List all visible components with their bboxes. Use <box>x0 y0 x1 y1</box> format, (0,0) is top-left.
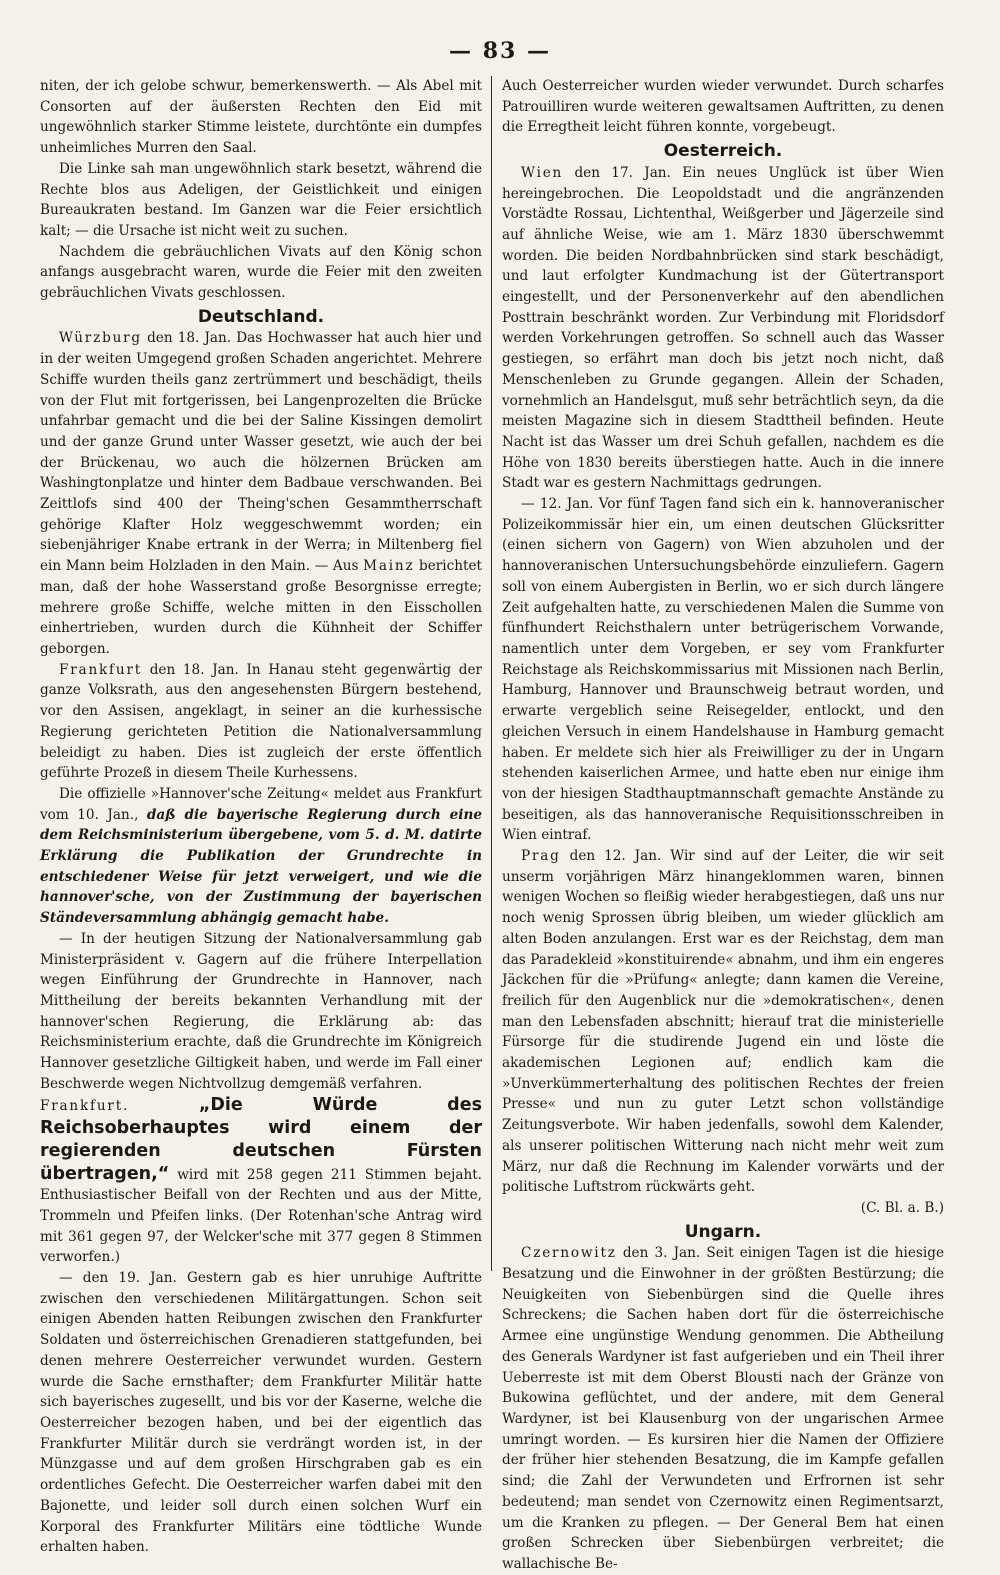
dateline-place: Prag <box>521 848 561 865</box>
dateline-place: Czernowitz <box>521 1245 617 1262</box>
article-frankfurt-hanau <box>40 660 482 784</box>
article-text: Die offizielle »Hannover'sche Zeitung« meldet aus Frankfurt vom 10. Jan., <box>40 785 482 823</box>
emphasized-text: daß die bayerische Regierung durch eine dem Reichsministerium übergebene, vom 5. d. M. datirte Erklärung die Publikation der Grundrechte in entschiedener Weise für jetzt verweigert, und wie die hannover'sche, von der Zustimmung der bayerischen Ständeversammlung abhängig gemacht habe. <box>40 806 482 927</box>
article-text: den 3. Jan. Seit einigen Tagen ist die hiesige Besatzung und die Einwohner in der größten Bestürzung; die Neuigkeiten von Siebenbürgen sind die Quelle ihres Schreckens; die Sachen haben dort für die österreichische Armee eine ungünstige Wendung genommen. Die Abtheilung des Generals Wardyner ist fast aufgerieben und ein Theil ihrer Ueberreste ist mit dem Oberst Blousti nach der Gränze von Bukowina geflüchtet, und der andere, mit dem General Wardyner, ist bei Klausenburg von der ungarischen Armee umringt worden. — Es kursiren hier die Namen der Offiziere der früher hier stehenden Besatzung, die im Kampfe gefallen sind; die Zahl der Verwundeten und Erfrornen ist sehr bedeutend; man sendet von Czernowitz einen Regimentsarzt, um die Kranken zu pflegen. — Der General Bem hat einen großen Schrecken über Siebenbürgen verbreitet; die wallachische Be- <box>502 1245 944 1572</box>
column-divider <box>491 76 492 1271</box>
emphasized-headline: „Die Würde des Reichsoberhauptes wird einem der regierenden deutschen Fürsten übertragen,“ <box>40 1095 482 1184</box>
dateline-place: Frankfurt <box>59 661 143 678</box>
source-signature: (C. Bl. a. B.) <box>860 1199 944 1216</box>
paragraph: Die Linke sah man ungewöhnlich stark besetzt, während die Rechte blos aus Adeligen, der Geistlichkeit und einigen Bureaukraten bestand. Im Ganzen war die Feier ersichtlich kalt; — die Ursache ist nicht weit zu suchen. <box>40 160 482 239</box>
article-wien <box>502 163 944 494</box>
article-prag <box>502 846 944 1198</box>
dateline-place: Wien <box>521 164 564 181</box>
article-czernowitz <box>502 1243 944 1574</box>
paragraph: Auch Oesterreicher wurden wieder verwundet. Durch scharfes Patrouilliren wurde weiteren gewaltsamen Auftritten, zu denen die Erregtheit leicht führen konnte, vorgebeugt. <box>502 78 944 136</box>
article-text: den 18. Jan. Das Hochwasser hat auch hier und in der weiten Umgegend großen Schaden angerichtet. Mehrere Schiffe wurden theils ganz zertrümmert und beschädigt, theils von der Flut mit fortgerissen, bei Langenprozelten die Brücke unfahrbar gemacht und die bei der Saline Kissingen demolirt und der ganze Grund unter Wasser gesetzt, wie auch der bei der Brückenau, wo auch die hölzernen Brücken am Washingtonplatze und hinter dem Badbaue verschwanden. Bei Zeittlofs sind 400 der Theing'schen Gesammtherrschaft gehörige Klafter Holz weggeschwemmt worden; ein siebenjähriger Knabe ertrank in der Werra; in Miltenberg fiel ein Mann beim Holzladen in den Main. — Aus <box>40 330 482 575</box>
right-column <box>502 76 944 1572</box>
article-text: den 17. Jan. Ein neues Unglück ist über Wien hereingebrochen. Die Leopoldstadt und die angränzenden Vorstädte Rossau, Lichtenthal, Weißgerber und Jägerzeile sind auf ähnliche Weise, wie am 1. März 1830 überschwemmt worden. Die beiden Nordbahnbrücken sind stark beschädigt, und laut erfolgter Kundmachung ist der Gütertransport eingestellt, und der Personenverkehr auf den abendlichen Posttrain beschränkt worden. Zur Verbindung mit Floridsdorf werden Vorkehrungen getroffen. So schnell auch das Wasser gestiegen, so erfährt man doch bis jetzt noch nicht, daß Menschenleben zu Grunde gegangen. Allein der Schaden, vornehmlich an Handelsgut, muß sehr beträchtlich seyn, da die meisten Magazine sich in diesem Stadttheil befinden. Heute Nacht ist das Wasser um drei Schuh gefallen, nachdem es die Höhe von 1830 bereits überstiegen hatte. Auch in die innere Stadt war es gestern Nachmittags gedrungen. <box>502 164 944 492</box>
article-hannover-zeitung <box>40 784 482 929</box>
article-frankfurt-vote <box>40 1094 482 1268</box>
article-text: berichtet man, daß der hohe Wasserstand große Besorgnisse erregte; mehrere große Schiffe, welche mitten in den Eisschollen einhertrieben, wurden durch die Kühnheit der Schiffer geborgen. <box>40 558 482 657</box>
article-text: den 18. Jan. In Hanau steht gegenwärtig der ganze Volksrath, aus den angesehensten Bürgern bestehend, vor den Assisen, angeklagt, in seiner an die kurhessische Regierung gerichteten Petition die Nationalversammlung beleidigt zu haben. Dies ist zugleich der erste öffentlich geführte Prozeß in diesem Theile Kurhessens. <box>40 661 482 782</box>
paragraph: — 12. Jan. Vor fünf Tagen fand sich ein k. hannoveranischer Polizeikommissär hier ein, um einen deutschen Glücksritter (einen sichern von Gagern) von Wien abzuholen und der hannoveranischen Untersuchungsbehörde einzuliefern. Gagern soll von einem Aubergisten in Berlin, wo er sich durch längere Zeit aufgehalten hatte, zu verschiedenen Malen die Summe von fünfhundert Reichsthalern unter betrügerischem Vorwande, namentlich unter dem Vorgeben, er sey vom Frankfurter Reichstage als Reichskommissarius mit Missionen nach Berlin, Hamburg, Hannover und Braunschweig betraut worden, und erwarte vergeblich seine Reisegelder, entlockt, und den gleichen Versuch in einem Handelshause in Hamburg gemacht haben. Er meldete sich hier als Freiwilliger zu der in Ungarn stehenden kaiserlichen Armee, und hatte eben nur einige ihm von der hiesigen Stadthauptmannschaft gemachte Anstände zu beseitigen, als das hannoveranische Requisitionsschreiben in Wien eintraf. <box>502 496 944 844</box>
paragraph: — In der heutigen Sitzung der Nationalversammlung gab Ministerpräsident v. Gagern auf die frühere Interpellation wegen Einführung der Grundrechte in Hannover, nach Mittheilung der bereits bekannten Verhandlung mit der hannover'schen Regierung, die Erklärung ab: das Reichsministerium erachte, daß die Grundrechte im Königreich Hannover gesetzliche Giltigkeit haben, und werde im Fall einer Beschwerde wegen Nichtvollzug demgemäß verfahren. <box>40 930 482 1092</box>
left-column <box>40 76 482 1556</box>
paragraph: Nachdem die gebräuchlichen Vivats auf den König schon anfangs ausgebracht waren, wurde die Feier mit den zweiten gebräuchlichen Vivats geschlossen. <box>40 243 482 302</box>
section-heading-deutschland: Deutschland. <box>197 306 325 327</box>
article-text: den 12. Jan. Wir sind auf der Leiter, die wir seit unserm vorjährigen März hinangeklommen waren, binnen wenigen Wochen so fleißig wieder herabgestiegen, daß uns nur noch wenig Sprossen übrig bleiben, um wieder glücklich am alten Boden anzulangen. Erst war es der Reichstag, dem man das Paradekleid »konstituirende« abnahm, und ihm ein engeres Jäckchen für die »Prüfung« anlegte; dann kamen die Vereine, freilich für den Augenblick nur die »demokratischen«, denen man den Lebensfaden abschnitt; hierauf trat die ministerielle Fürsorge für die studirende Jugend ein und löste die akademischen Legionen auf; endlich kam die »Unverkümmerterhaltung des politischen Rechtes der freien Presse« und nun zu guter Letzt schon vollständige Zeitungsverbote. Wir haben jedenfalls, sowohl dem Kalender, als unserer politischen Witterung nach nicht mehr weit zum März, nur daß die Rechnung im Kalender vorwärts und der politische Luftstrom rückwärts geht. <box>502 848 944 1196</box>
paragraph: — den 19. Jan. Gestern gab es hier unruhige Auftritte zwischen den verschiedenen Militärgattungen. Schon seit einigen Abenden hatten Reibungen zwischen den Frankfurter Soldaten und österreichischen Grenadieren stattgefunden, bei denen mehrere Oesterreicher verwundet wurden. Gestern wurde die Sache ernsthafter; dem Frankfurter Militär hatte sich bayerisches zugesellt, und bis vor der Kaserne, welche die Oesterreicher bezogen haben, und bei der eigentlich das Frankfurter Militär durch sie verdrängt worden ist, in der Münzgasse und auf dem großen Hirschgraben gab es ein ordentliches Gefecht. Die Oesterreicher warfen dabei mit den Bajonette, und leider soll durch einen solchen Wurf ein Korporal des Frankfurter Militärs eine tödtliche Wunde erhalten haben. <box>40 1270 482 1556</box>
section-heading-oesterreich: Oesterreich. <box>663 141 783 162</box>
section-heading-ungarn: Ungarn. <box>684 1221 762 1242</box>
dateline-place: Mainz <box>363 558 415 575</box>
dateline-place: Frankfurt. <box>40 1098 130 1115</box>
page-number: — 83 — <box>449 38 551 64</box>
paragraph: niten, der ich gelobe schwur, bemerkenswerth. — Als Abel mit Consorten auf der äußersten Rechten den Eid mit ungewöhnlich starker Stimme leistete, durchtönte ein dumpfes unheimliches Murren den Saal. <box>40 78 482 157</box>
article-text: wird mit 258 gegen 211 Stimmen bejaht. Enthusiastischer Beifall von der Rechten und aus der Mitte, Trommeln und Pfeifen links. (Der Rotenhan'sche Antrag wird mit 361 gegen 97, der Welcker'sche mit 377 gegen 8 Stimmen verworfen.) <box>40 1166 482 1266</box>
article-wuerzburg <box>40 328 482 659</box>
dateline-place: Würzburg <box>59 330 142 347</box>
